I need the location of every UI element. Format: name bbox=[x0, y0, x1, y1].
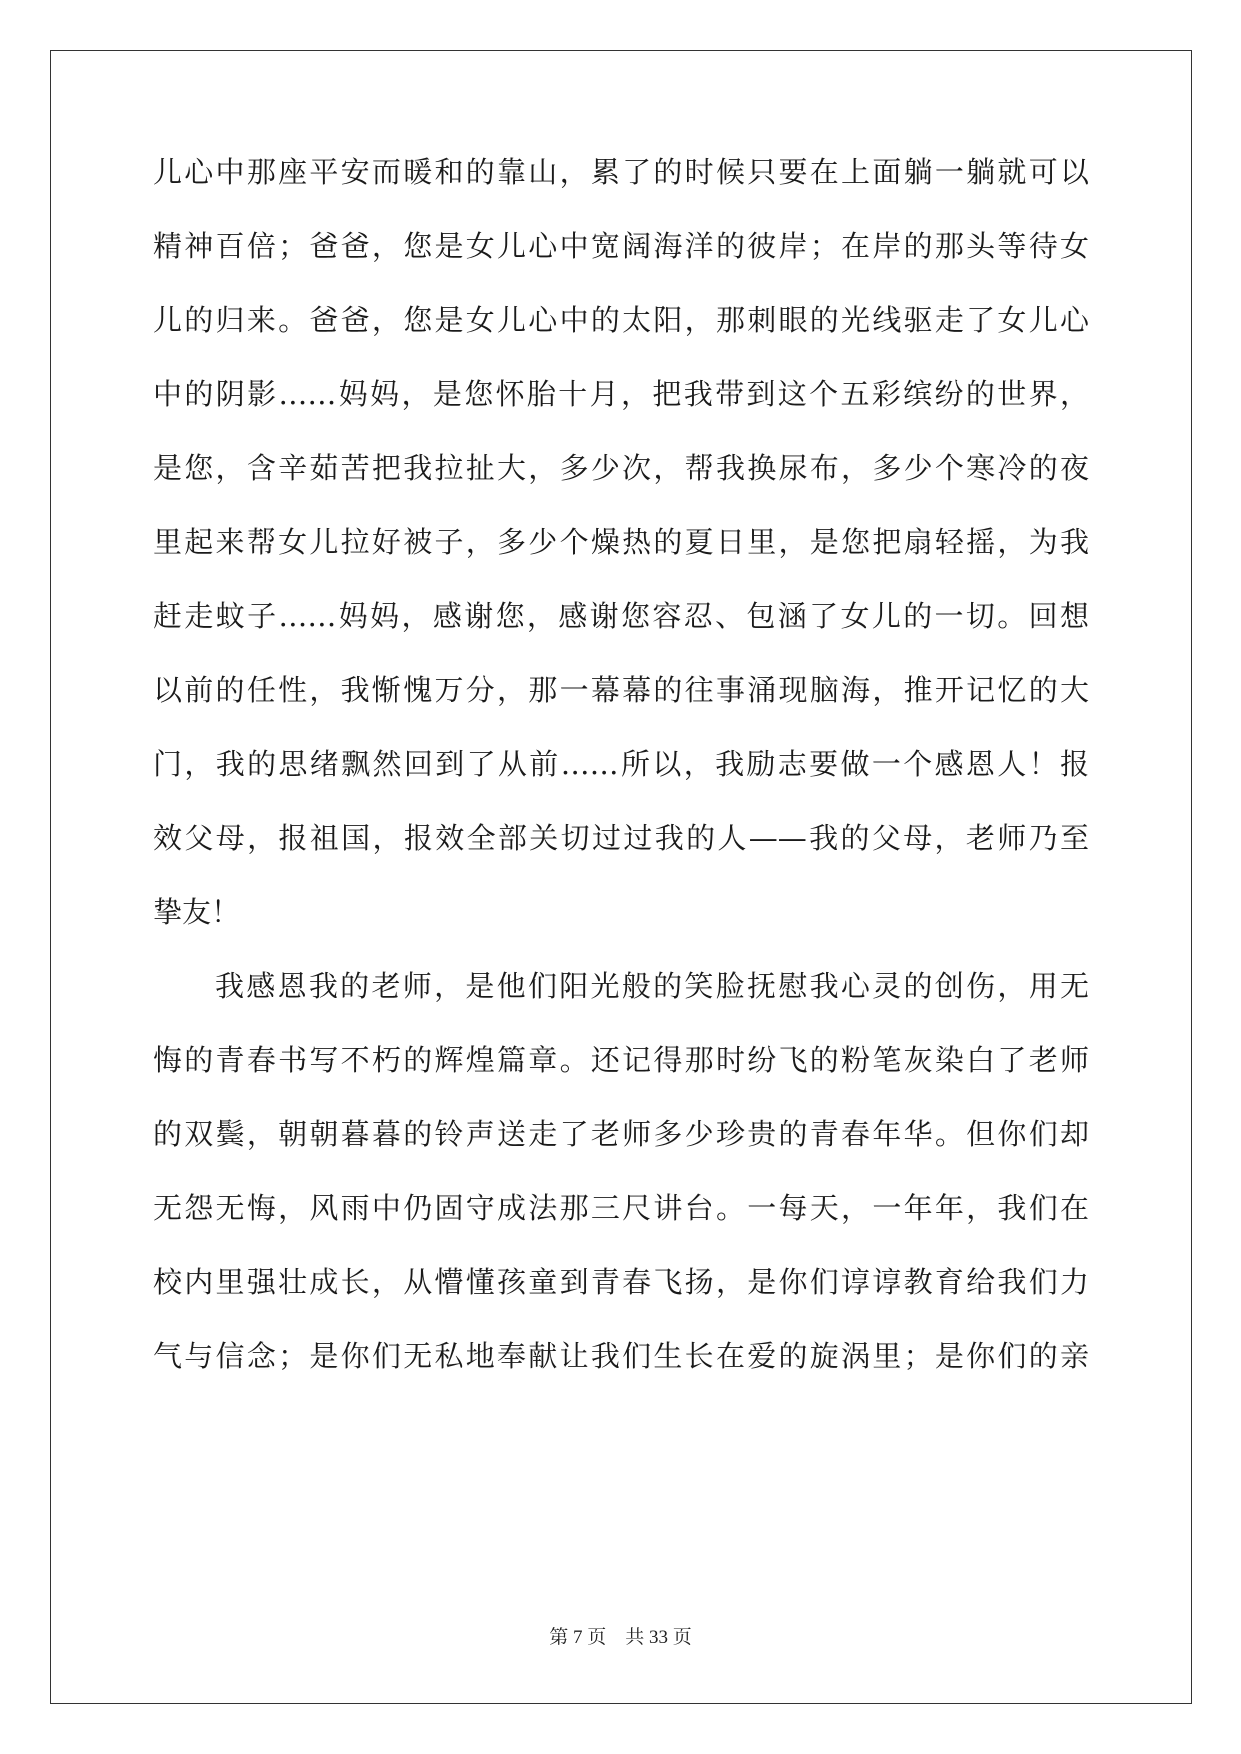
text-line: 赶走蚊子……妈妈，感谢您，感谢您容忍、包涵了女儿的一切。回想 bbox=[153, 599, 1089, 633]
text-line: 效父母，报祖国，报效全部关切过过我的人——我的父母，老师乃至 bbox=[153, 821, 1089, 855]
text-line: 儿心中那座平安而暖和的靠山，累了的时候只要在上面躺一躺就可以 bbox=[153, 155, 1089, 189]
text-line: 中的阴影……妈妈，是您怀胎十月，把我带到这个五彩缤纷的世界， bbox=[153, 377, 1089, 411]
text-line: 悔的青春书写不朽的辉煌篇章。还记得那时纷飞的粉笔灰染白了老师 bbox=[153, 1043, 1089, 1077]
text-line: 门，我的思绪飘然回到了从前……所以，我励志要做一个感恩人！报 bbox=[153, 747, 1089, 781]
text-line: 气与信念；是你们无私地奉献让我们生长在爱的旋涡里；是你们的亲 bbox=[153, 1339, 1089, 1373]
page-number-footer: 第 7 页 共 33 页 bbox=[549, 1627, 692, 1648]
text-line: 校内里强壮成长，从懵懂孩童到青春飞扬，是你们谆谆教育给我们力 bbox=[153, 1265, 1089, 1299]
text-line: 精神百倍；爸爸，您是女儿心中宽阔海洋的彼岸；在岸的那头等待女 bbox=[153, 229, 1089, 263]
text-line: 无怨无悔，风雨中仍固守成法那三尺讲台。一每天，一年年，我们在 bbox=[153, 1191, 1089, 1225]
text-line: 儿的归来。爸爸，您是女儿心中的太阳，那刺眼的光线驱走了女儿心 bbox=[153, 303, 1089, 337]
text-line: 我感恩我的老师，是他们阳光般的笑脸抚慰我心灵的创伤，用无 bbox=[215, 969, 1089, 1003]
text-line: 的双鬓，朝朝暮暮的铃声送走了老师多少珍贵的青春年华。但你们却 bbox=[153, 1117, 1089, 1151]
text-line: 以前的任性，我惭愧万分，那一幕幕的往事涌现脑海，推开记忆的大 bbox=[153, 673, 1089, 707]
text-line: 是您，含辛茹苦把我拉扯大，多少次，帮我换尿布，多少个寒冷的夜 bbox=[153, 451, 1089, 485]
text-line: 挚友！ bbox=[153, 895, 241, 929]
text-line: 里起来帮女儿拉好被子，多少个燥热的夏日里，是您把扇轻摇，为我 bbox=[153, 525, 1089, 559]
